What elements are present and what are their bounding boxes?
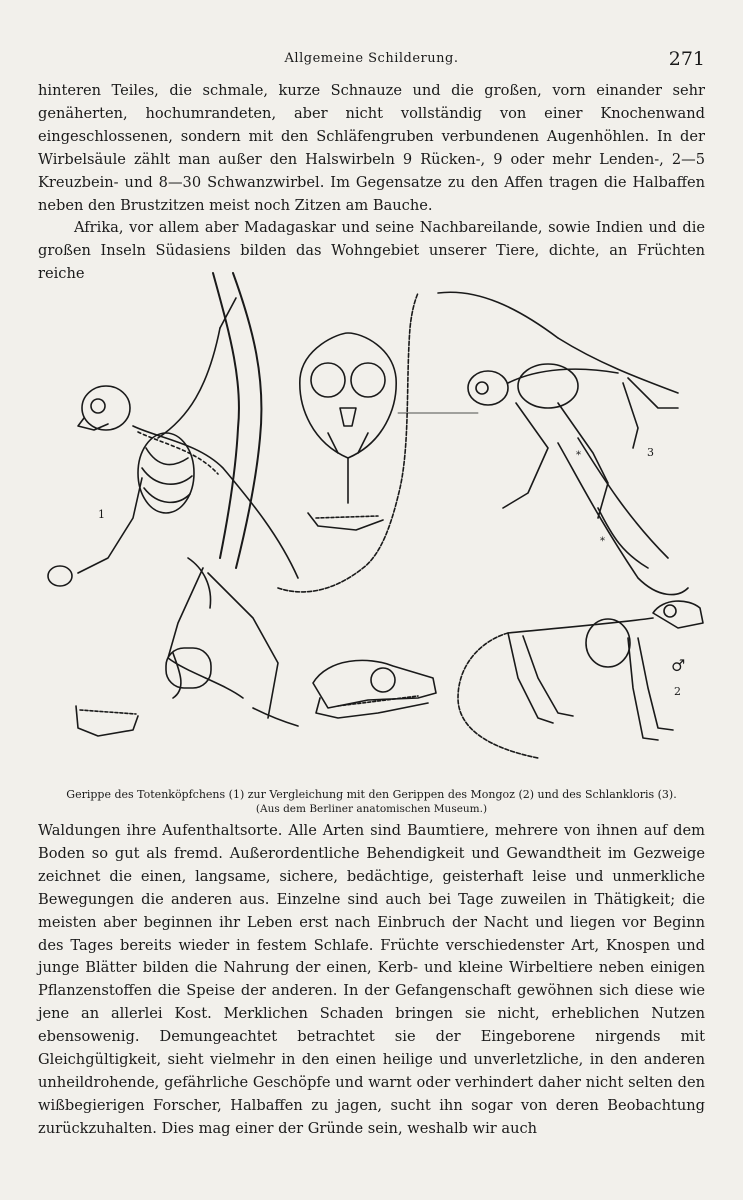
skeleton-3-schlankloris xyxy=(398,292,688,594)
skeleton-drawing xyxy=(38,268,705,783)
skeleton-2-mongoz xyxy=(458,601,703,758)
page-number: 271 xyxy=(668,48,705,70)
svg-text:*: * xyxy=(600,536,605,547)
skull-side-view xyxy=(313,660,436,718)
figure-label-3: 3 xyxy=(647,446,654,459)
caption-text: Gerippe des Totenköpfchens (1) zur Vergleichung mit den Gerippen des Mongoz (2) und des Schlankloris (3). xyxy=(66,788,677,801)
running-title: Allgemeine Schilderung. xyxy=(284,51,459,66)
body-text-top xyxy=(38,80,705,286)
skull-front-view xyxy=(300,333,396,530)
paragraph: hinteren Teiles, die schmale, kurze Schnauze und die großen, vorn einander sehr genäherten, hochumrandeten, aber nicht vollständig von einer Knochenwand eingeschlossenen, sondern mit den Schläfengruben verbundenen Augenhöhlen. In der Wirbelsäule zählt man außer den Halswirbeln 9 Rücken-, 9 oder mehr Lenden-, 2—5 Kreuzbein- und 8—30 Schwanzwirbel. Im Gegensatze zu den Affen tragen die Halbaffen neben den Brustzitzen meist noch Zitzen am Bauche. xyxy=(38,82,705,214)
paragraph: Afrika, vor allem aber Madagaskar und seine Nachbareilande, sowie Indien und die großen Inseln Südasiens bilden das Wohngebiet unserer Tiere, dichte, an Früchten reiche xyxy=(38,219,705,283)
figure-caption xyxy=(38,788,705,816)
caption-source: (Aus dem Berliner anatomischen Museum.) xyxy=(255,803,488,815)
body-text-bottom xyxy=(38,820,705,1141)
figure-label-2: 2 xyxy=(674,685,681,698)
svg-text:*: * xyxy=(576,450,581,461)
paragraph: Waldungen ihre Aufenthaltsorte. Alle Arten sind Baumtiere, mehrere von ihnen auf dem Boden so gut als fremd. Außerordentliche Behendigkeit und Gewandtheit im Gezweige zeichnet die einen, langsame, sichere, bedächtige, geisterhaft leise und unmerkliche Bewegungen die anderen aus. Einzelne sind auch bei Tage zuweilen in Thätigkeit; die meisten aber beginnen ihr Leben erst nach Einbruch der Nacht und liegen vor Beginn des Tages bereits wieder in festem Schlafe. Früchte verschiedenster Art, Knospen und junge Blätter bilden die Nahrung der einen, Kerb- und kleine Wirbeltiere neben einigen Pflanzenstoffen die Speise der anderen. In der Gefangenschaft gewöhnen sich diese wie jene an allerlei Kost. Merklichen Schaden bringen sie nicht, erheblichen Nutzen ebensowenig. Demungeachtet betrachtet sie der Eingeborene nirgends mit Gleichgültigkeit, sieht vielmehr in den einen heilige und unverletzliche, in den anderen unheildrohende, gefährliche Geschöpfe und warnt oder verhindert daher nicht selten den wißbegierigen Forscher, Halbaffen zu jagen, sucht ihn sogar von deren Beobachtung zurückzuhalten. Dies mag einer der Gründe sein, weshalb wir auch xyxy=(38,822,705,1137)
figure-label-1: 1 xyxy=(98,508,105,521)
skeleton-1-totenkoepfchen xyxy=(48,273,418,736)
running-head xyxy=(38,48,705,70)
skeleton-illustration xyxy=(38,268,705,783)
male-symbol: ♂ xyxy=(671,656,686,675)
